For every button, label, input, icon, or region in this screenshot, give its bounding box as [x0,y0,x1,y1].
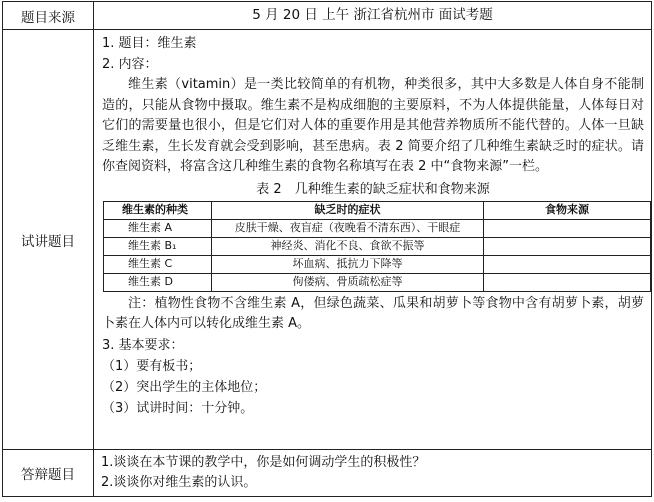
table-row [104,273,651,291]
requirement-item: （3）试讲时间：十分钟。 [102,400,254,416]
defense-content [94,450,652,497]
trial-row [3,30,652,450]
defense-label: 答辩题目 [3,450,94,497]
vitamin-table [103,201,651,292]
col-header-type: 维生素的种类 [104,201,212,219]
vitamin-name: 维生素 A [104,219,212,237]
exam-table [2,1,652,497]
source-row [3,2,652,30]
col-header-food: 食物来源 [484,201,651,219]
table-caption: 表 2 几种维生素的缺乏症状和食物来源 [256,181,490,197]
trial-content [94,30,652,450]
topic-line: 1. 题目：维生素 [102,36,197,51]
vitamin-symptoms: 坏血病、抵抗力下降等 [212,255,484,273]
vitamin-food-cell[interactable] [484,255,651,273]
trial-label: 试讲题目 [3,30,94,450]
table-row [104,237,651,255]
vitamin-symptoms: 皮肤干燥、夜盲症（夜晚看不清东西）、干眼症 [212,219,484,237]
vitamin-food-cell[interactable] [484,237,651,255]
requirements-label: 3. 基本要求： [102,337,184,353]
table-row [104,255,651,273]
requirement-item: （2）突出学生的主体地位； [102,379,267,395]
table-row [104,219,651,237]
vitamin-food-cell[interactable] [484,219,651,237]
content-label: 2. 内容： [102,57,158,72]
source-label: 题目来源 [3,2,94,30]
requirement-item: （1）要有板书； [102,358,202,374]
intro-paragraph: 维生素（vitamin）是一类比较简单的有机物，种类很多，其中大多数是人体自身不能制造的，只能从食物中摄取。维生素不是构成细胞的主要原料，不为人体提供能量，人体每日对它们的需要量也很小，但是它们对人体的重要作用是其他营养物质所不能代替的。人体一旦缺乏维生素，生长发育就会受到影响，甚至患病。表 2 简要介绍了几种维生素缺乏时的症状。请你查阅资料，将富含这几种维生素的食物名称填写在表 2 中“食物来源”一栏。 [102,77,644,174]
vitamin-name: 维生素 D [104,273,212,291]
vitamin-table-header [104,201,651,219]
note-paragraph: 注：植物性食物不含维生素 A，但绿色蔬菜、瓜果和胡萝卜等食物中含有胡萝卜素，胡萝卜素在人体内可以转化成维生素 A。 [102,295,644,331]
defense-row [3,450,652,497]
vitamin-symptoms: 神经炎、消化不良、食欲不振等 [212,237,484,255]
vitamin-name: 维生素 B₁ [104,237,212,255]
defense-question: 1.谈谈在本节课的教学中，你是如何调动学生的积极性？ [101,455,426,470]
vitamin-name: 维生素 C [104,255,212,273]
source-value: 5 月 20 日 上午 浙江省杭州市 面试考题 [94,2,652,30]
defense-question: 2.谈谈你对维生素的认识。 [101,475,257,490]
vitamin-symptoms: 佝偻病、骨质疏松症等 [212,273,484,291]
vitamin-food-cell[interactable] [484,273,651,291]
col-header-symptoms: 缺乏时的症状 [212,201,484,219]
